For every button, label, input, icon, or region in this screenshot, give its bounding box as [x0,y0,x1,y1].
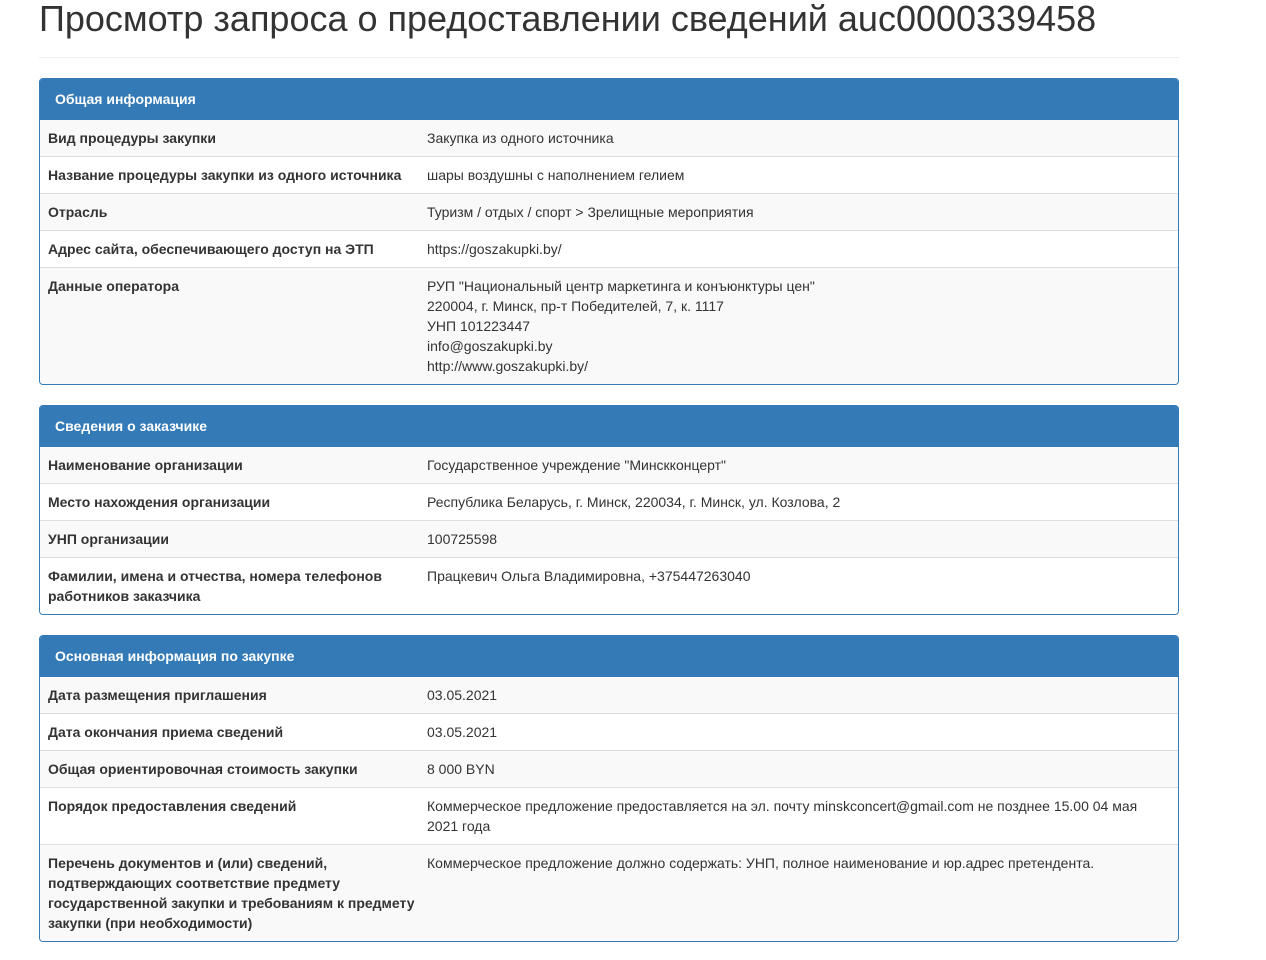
field-label: Порядок предоставления сведений [48,798,297,814]
field-value-line: info@goszakupki.by [427,338,553,354]
field-label: Данные оператора [48,278,179,294]
field-value-line: Республика Беларусь, г. Минск, 220034, г. Минск, ул. Козлова, 2 [427,494,841,510]
field-value [419,120,1178,156]
field-value [419,194,1178,230]
field-value-line: 8 000 BYN [427,761,495,777]
field-value-line: Коммерческое предложение предоставляется на эл. почту minskconcert@gmail.com не позднее 15.00 04 мая 2021 года [427,798,1138,834]
field-value-line: Коммерческое предложение должно содержать: УНП, полное наименование и юр.адрес претендента. [427,855,1095,871]
field-label: Вид процедуры закупки [48,130,216,146]
field-label: Перечень документов и (или) сведений, подтверждающих соответствие предмету государственной закупки и требованиям к предмету закупки (при необходимости) [48,855,415,931]
table-row [40,447,1178,483]
table-row [40,557,1178,614]
panel-heading: Основная информация по закупке [40,636,1178,677]
field-label: Общая ориентировочная стоимость закупки [48,761,358,777]
field-value [419,677,1178,713]
field-value [419,714,1178,750]
field-value [419,788,1178,844]
table-row [40,156,1178,193]
field-value-line: 100725598 [427,531,498,547]
title-divider [39,57,1179,58]
field-value [419,521,1178,557]
table-row [40,267,1178,384]
table-row [40,520,1178,557]
field-value-line: УНП 101223447 [427,318,531,334]
table-row [40,787,1178,844]
field-label: Название процедуры закупки из одного источника [48,167,402,183]
panel-rows [40,120,1178,384]
field-label: Фамилии, имена и отчества, номера телефонов работников заказчика [48,568,382,604]
field-value [419,845,1178,941]
table-row [40,120,1178,156]
table-row [40,750,1178,787]
field-value-line: шары воздушны с наполнением гелием [427,167,685,183]
field-label: Дата окончания приема сведений [48,724,284,740]
table-row [40,230,1178,267]
field-value-line: https://goszakupki.by/ [427,241,562,257]
panel-rows [40,677,1178,941]
field-value [419,268,1178,384]
table-row [40,193,1178,230]
field-label: Место нахождения организации [48,494,271,510]
field-value [419,751,1178,787]
panel-customer-info [39,405,1179,615]
page-title: Просмотр запроса о предоставлении сведений auc0000339458 [39,0,1097,39]
panel-heading: Общая информация [40,79,1178,120]
field-value-line: http://www.goszakupki.by/ [427,358,589,374]
field-label: Наименование организации [48,457,243,473]
panel-procurement-info [39,635,1179,942]
field-value-line: 03.05.2021 [427,724,498,740]
panel-rows [40,447,1178,614]
field-value [419,447,1178,483]
field-value-line: Закупка из одного источника [427,130,614,146]
table-row [40,713,1178,750]
field-value-line: Працкевич Ольга Владимировна, +375447263040 [427,568,751,584]
field-value [419,157,1178,193]
panel-heading: Сведения о заказчике [40,406,1178,447]
field-value-line: Государственное учреждение "Минскконцерт" [427,457,726,473]
field-value-line: РУП "Национальный центр маркетинга и конъюнктуры цен" [427,278,815,294]
field-value-line: 03.05.2021 [427,687,498,703]
field-value-line: 220004, г. Минск, пр-т Победителей, 7, к. 1117 [427,298,724,314]
field-value [419,558,1178,614]
table-row [40,677,1178,713]
field-label: Отрасль [48,204,108,220]
table-row [40,844,1178,941]
field-label: УНП организации [48,531,169,547]
field-value [419,231,1178,267]
field-label: Адрес сайта, обеспечивающего доступ на ЭТП [48,241,374,257]
panel-general-info [39,78,1179,385]
table-row [40,483,1178,520]
field-value-line: Туризм / отдых / спорт > Зрелищные мероприятия [427,204,754,220]
field-label: Дата размещения приглашения [48,687,267,703]
field-value [419,484,1178,520]
